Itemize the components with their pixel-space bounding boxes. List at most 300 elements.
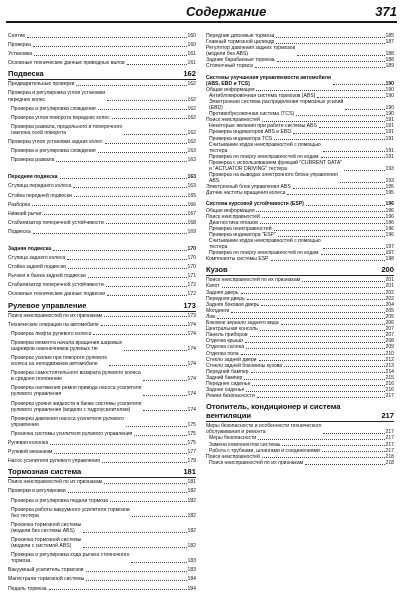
toc-entry-title: Капот — [206, 283, 220, 290]
dot-leader — [109, 365, 186, 366]
dot-leader — [255, 67, 384, 68]
toc-page-number: 175 — [187, 440, 196, 447]
dot-leader — [27, 37, 186, 38]
toc-entry-title: Проверка люфта рулевого колеса — [11, 330, 92, 337]
toc-page-number: 160 — [187, 33, 196, 39]
dot-leader — [345, 109, 384, 110]
toc-page-number: 174 — [187, 330, 196, 337]
toc-entry[interactable] — [8, 479, 196, 485]
toc-entry-title: Компоненты системы ESP — [206, 256, 269, 263]
toc-entry-title: Задняя дверь — [206, 289, 239, 296]
toc-entry-title: Некоторые явления при работе системы ABS — [209, 123, 317, 130]
toc-page-number: 190 — [385, 86, 394, 93]
toc-entry[interactable] — [8, 33, 196, 39]
toc-page-number: 162 — [187, 139, 196, 146]
dot-leader — [245, 342, 385, 343]
toc-entry[interactable] — [206, 393, 394, 399]
toc-entry[interactable] — [8, 193, 196, 199]
toc-entry[interactable] — [8, 552, 196, 564]
toc-page-number: 182 — [187, 527, 196, 534]
toc-page-number: 193 — [385, 165, 394, 172]
toc-page-number: 174 — [187, 376, 196, 383]
toc-entry-title: Стабилизатор поперечной устойчивости — [8, 282, 104, 289]
dot-leader — [104, 483, 186, 484]
toc-page-number: 191 — [385, 129, 394, 136]
toc-entry[interactable] — [206, 172, 394, 184]
toc-page-number: 218 — [385, 453, 394, 460]
dot-leader — [287, 194, 384, 195]
toc-page-number: 185 — [385, 33, 394, 39]
toc-page-number: 162 — [187, 105, 196, 112]
toc-entry-title: Боковое зеркало заднего вида — [206, 320, 279, 327]
toc-page-number: 163 — [187, 183, 196, 190]
toc-entry[interactable] — [8, 488, 196, 494]
dot-leader — [261, 305, 384, 306]
dot-leader — [262, 217, 385, 218]
section-title: Подвеска — [8, 69, 44, 79]
dot-leader — [293, 133, 384, 134]
section-heading[interactable] — [206, 265, 394, 276]
toc-spacer — [8, 238, 196, 243]
dot-leader — [246, 391, 384, 392]
dot-leader — [302, 281, 384, 282]
toc-entry-title: Переднее сиденье — [206, 380, 251, 387]
toc-entry-title: Считывание кодов неисправностей с помощью тестера — [209, 238, 321, 251]
toc-entry[interactable] — [8, 385, 196, 397]
toc-page-number: 196 — [385, 201, 394, 208]
toc-page-number: 210 — [385, 350, 394, 357]
toc-entry-title: Проверка давления насоса усилителя рулевого управления — [11, 415, 124, 428]
toc-page-number: 190 — [385, 105, 394, 112]
toc-entry[interactable] — [8, 60, 196, 66]
toc-entry[interactable] — [8, 220, 196, 226]
dot-leader — [88, 277, 187, 278]
toc-page-number: 182 — [187, 543, 196, 550]
dot-leader — [217, 318, 384, 319]
dot-leader — [68, 492, 187, 493]
toc-page-number: 168 — [187, 219, 196, 226]
dot-leader — [34, 55, 186, 56]
dot-leader — [241, 354, 385, 355]
toc-entry[interactable] — [8, 416, 196, 428]
dot-leader — [244, 379, 384, 380]
toc-entry-title: Заднее сиденье — [206, 387, 245, 394]
toc-page-number: 181 — [187, 479, 196, 486]
toc-page-number: 182 — [187, 512, 196, 519]
toc-entry-title: Отделка пола — [206, 350, 239, 357]
toc-entry[interactable] — [8, 401, 196, 413]
toc-entry-title: Нижний рычаг — [8, 210, 42, 217]
toc-entry[interactable] — [8, 355, 196, 367]
toc-entry-title: Ступица заднего колеса — [8, 255, 66, 262]
toc-entry[interactable] — [8, 567, 196, 573]
dot-leader — [317, 97, 384, 98]
toc-page-number: 205 — [385, 313, 394, 320]
toc-entry[interactable] — [8, 229, 196, 235]
toc-entry-title: Педаль тормоза — [8, 585, 47, 592]
toc-entry-title: Проверка индикатора "ESP" — [209, 231, 276, 238]
toc-entry[interactable] — [8, 106, 196, 112]
dot-leader — [53, 250, 186, 251]
toc-entry-title: Технические операции на автомобиле — [8, 321, 99, 328]
toc-entry[interactable] — [8, 202, 196, 208]
toc-entry-title: Меры безопасности — [209, 435, 257, 442]
toc-page-number: 184 — [187, 585, 196, 592]
toc-entry-title: Общая информация — [206, 86, 255, 93]
toc-entry-title: Передний бампер — [206, 368, 249, 375]
toc-entry[interactable] — [8, 440, 196, 446]
toc-page-number: 216 — [385, 387, 394, 394]
toc-entry[interactable] — [206, 99, 394, 111]
dot-leader — [73, 187, 186, 188]
toc-entry-title: Проверка по поиску неисправностей по кодам — [209, 153, 319, 160]
toc-entry-title: Рулевой механизм — [8, 449, 53, 456]
dot-leader — [319, 127, 385, 128]
toc-page-number: 172 — [187, 282, 196, 289]
toc-entry[interactable] — [206, 160, 394, 172]
toc-page-number: 193 — [385, 178, 394, 185]
dot-leader — [262, 457, 385, 458]
toc-entry[interactable] — [8, 322, 196, 328]
toc-page-number: 162 — [187, 129, 196, 136]
toc-entry-title: Задняя боковая дверь — [206, 301, 260, 308]
toc-entry-title: Поиск неисправностей по их признакам — [8, 479, 103, 486]
toc-page-number: 212 — [385, 356, 394, 363]
dot-leader — [102, 462, 187, 463]
dot-leader — [281, 324, 385, 325]
toc-entry-title: Электронный блок управления ABS — [206, 184, 291, 191]
toc-right-column — [206, 33, 394, 466]
toc-page-number: 197 — [385, 250, 394, 257]
toc-page-number: 179 — [187, 458, 196, 465]
toc-page-number: 217 — [385, 435, 394, 442]
dot-leader — [306, 205, 385, 206]
dot-leader — [124, 350, 186, 351]
toc-entry[interactable] — [8, 264, 196, 270]
dot-leader — [83, 547, 186, 548]
toc-entry[interactable] — [8, 42, 196, 48]
toc-entry[interactable] — [8, 148, 196, 154]
page-title: Содержание — [186, 4, 267, 19]
dot-leader — [44, 214, 187, 215]
toc-entry[interactable] — [8, 331, 196, 337]
toc-entry[interactable] — [8, 431, 196, 437]
toc-entry[interactable] — [8, 115, 196, 121]
toc-page-number: 174 — [187, 406, 196, 413]
toc-entry-title: Поиск неисправностей по их признакам — [209, 459, 304, 466]
toc-page-number: 196 — [385, 207, 394, 214]
toc-entry[interactable] — [8, 449, 196, 455]
toc-entry-title: Проверки и регулировки — [8, 488, 66, 495]
toc-entry-title: Противобуксовочная система (TCS) — [209, 111, 295, 118]
toc-entry[interactable] — [8, 313, 196, 319]
toc-entry-title: Проверка уровня жидкости в бачке системы усилителя рулевого управления (модели с гидроусилителем) — [11, 400, 142, 413]
toc-entry[interactable] — [8, 157, 196, 163]
toc-entry[interactable] — [8, 507, 196, 519]
toc-entry-title: Поиск неисправностей по их признакам — [206, 277, 301, 284]
toc-page-number: 163 — [187, 148, 196, 155]
toc-spacer — [8, 166, 196, 171]
toc-entry-title: Основные технические данные подвески — [8, 291, 106, 298]
toc-entry[interactable] — [206, 238, 394, 250]
dot-leader — [284, 366, 384, 367]
toc-entry[interactable] — [8, 586, 196, 592]
toc-entry-title: Проверка индикатора TCS — [209, 135, 273, 142]
toc-entry-title: Стекло задней двери — [206, 356, 257, 363]
toc-subheading[interactable] — [206, 75, 394, 87]
dot-leader — [110, 501, 186, 502]
dot-leader — [50, 444, 186, 445]
toc-entry-title: Прокачка тормозной системы (модели без системы ABS) — [11, 521, 82, 534]
page-number: 371 — [375, 4, 397, 19]
toc-page-number: 215 — [385, 374, 394, 381]
toc-entry[interactable] — [8, 291, 196, 297]
dot-leader — [101, 325, 187, 326]
dot-leader — [231, 312, 384, 313]
dot-leader — [251, 372, 385, 373]
toc-entry-title: Проверка развала, продольного и поперечного наклона осей поворота — [11, 123, 123, 136]
toc-entry[interactable] — [8, 522, 196, 534]
toc-page-number: 167 — [187, 210, 196, 217]
toc-entry[interactable] — [8, 51, 196, 57]
toc-entry-title: Система курсовой устойчивости (ESP) — [206, 201, 304, 208]
toc-subheading[interactable] — [8, 174, 196, 180]
section-page-number: 181 — [183, 467, 196, 477]
toc-page-number: 162 — [187, 81, 196, 88]
dot-leader — [131, 562, 186, 563]
dot-leader — [323, 248, 385, 249]
toc-entry-title: Поиск неисправностей — [206, 213, 260, 220]
toc-entry-title: Центральная консоль — [206, 326, 258, 333]
dot-leader — [305, 464, 384, 465]
toc-page-number: 190 — [385, 80, 394, 87]
toc-entry[interactable] — [8, 255, 196, 261]
dot-leader — [274, 230, 385, 231]
toc-left-column — [8, 33, 196, 595]
dot-leader — [124, 134, 186, 135]
toc-entry[interactable] — [8, 273, 196, 279]
dot-leader — [68, 268, 187, 269]
toc-entry-title: Проверка и регулировка схождения — [11, 105, 96, 112]
toc-page-number: 184 — [187, 576, 196, 583]
toc-entry-title: Разборка — [8, 201, 31, 208]
dot-leader — [60, 178, 187, 179]
toc-page-number: 183 — [187, 558, 196, 565]
toc-page-number: 198 — [385, 256, 394, 263]
toc-entry-title: Стойка задней подвески — [8, 264, 66, 271]
toc-page-number: 190 — [385, 92, 394, 99]
section-title: Тормозная система — [8, 467, 82, 477]
toc-page-number: 173 — [187, 312, 196, 319]
toc-page-number: 182 — [187, 488, 196, 495]
toc-entry-title: Меры безопасности и особенности технического обслуживания и ремонта — [206, 423, 322, 436]
dot-leader — [256, 211, 384, 212]
toc-page-number: 190 — [385, 111, 394, 118]
section-page-number: 173 — [183, 300, 196, 310]
toc-entry[interactable] — [8, 370, 196, 382]
header-rule — [6, 21, 397, 23]
section-heading[interactable] — [206, 402, 394, 422]
toc-entry-title: Основные технические данные приводных валов — [8, 60, 125, 67]
toc-entry-title: Ступица переднего колеса — [8, 183, 72, 190]
toc-page-number: 174 — [187, 391, 196, 398]
toc-entry-title: Поиск неисправностей по их признакам — [8, 312, 103, 319]
toc-page-number: 213 — [385, 362, 394, 369]
toc-entry-title: Проверка — [8, 42, 31, 49]
section-heading[interactable] — [8, 467, 196, 478]
toc-entry-title: Рулевая колонка — [8, 440, 49, 447]
dot-leader — [250, 336, 385, 337]
dot-leader — [340, 182, 385, 183]
toc-page-number: 163 — [187, 157, 196, 164]
dot-leader — [323, 433, 384, 434]
dot-leader — [276, 37, 384, 38]
dot-leader — [276, 43, 384, 44]
toc-entry-title: Считывание кодов неисправностей с помощью тестера — [209, 141, 321, 154]
toc-entry-title: Проверка и регулировка углов установки передних колес — [8, 90, 106, 103]
toc-page-number: 217 — [385, 393, 394, 400]
dot-leader — [104, 316, 186, 317]
toc-page-number: 196 — [385, 225, 394, 232]
toc-page-number: 218 — [385, 459, 394, 466]
toc-page-number: 166 — [187, 201, 196, 208]
dot-leader — [32, 205, 186, 206]
toc-page-number: 195 — [385, 190, 394, 197]
toc-entry-title: Проверка углов поворота передних колес — [11, 114, 110, 121]
toc-page-number: 174 — [187, 345, 196, 352]
toc-entry-title: Проверка натяжения ремня привода насоса усилителя рулевого управления — [11, 385, 142, 398]
dot-leader — [93, 334, 186, 335]
toc-entry-title: Проверка работы вакуумного усилителя тормозов без тестера — [11, 506, 130, 519]
dot-leader — [293, 188, 385, 189]
dot-leader — [260, 223, 385, 224]
toc-entry-title: Проверка индикаторов ABS и EBD — [209, 129, 292, 136]
toc-entry-title: Задняя подвеска — [8, 245, 52, 252]
toc-entry[interactable] — [206, 256, 394, 262]
section-page-number: 162 — [183, 69, 196, 79]
dot-leader — [112, 118, 187, 119]
dot-leader — [54, 453, 186, 454]
toc-page-number: 171 — [187, 273, 196, 280]
toc-page-number: 195 — [385, 184, 394, 191]
dot-leader — [74, 196, 187, 197]
dot-leader — [297, 55, 384, 56]
dot-leader — [323, 151, 385, 152]
dot-leader — [143, 410, 186, 411]
dot-leader — [278, 236, 385, 237]
toc-entry-title: Проверка момента начала вращения шаровых шарниров наконечников рулевых тяг — [11, 339, 123, 352]
toc-entry[interactable] — [8, 537, 196, 549]
toc-entry[interactable] — [8, 458, 196, 464]
toc-entry-title: Проверка и регулировка схождения — [11, 148, 96, 155]
toc-entry-title: Регулятор давления задних тормозов (модели без ABS) — [206, 45, 296, 58]
toc-page-number: 204 — [385, 301, 394, 308]
toc-page-number: 175 — [187, 421, 196, 428]
dot-leader — [105, 143, 187, 144]
toc-entry[interactable] — [8, 90, 196, 102]
section-heading[interactable] — [8, 69, 196, 80]
toc-page-number: 202 — [385, 295, 394, 302]
dot-leader — [56, 161, 186, 162]
dot-leader — [132, 516, 187, 517]
dot-leader — [143, 395, 186, 396]
toc-page-number: 209 — [385, 344, 394, 351]
dot-leader — [86, 571, 187, 572]
toc-page-number: 188 — [385, 51, 394, 58]
dot-leader — [344, 170, 384, 171]
toc-entry[interactable] — [8, 340, 196, 352]
toc-entry-title: Проверка и регулировка педали тормоза — [11, 497, 109, 504]
toc-entry[interactable] — [206, 460, 394, 466]
dot-leader — [321, 254, 385, 255]
dot-leader — [67, 259, 186, 260]
dot-leader — [222, 287, 385, 288]
toc-subheading[interactable] — [8, 246, 196, 252]
toc-entry-title: Проверка усилия при повороте рулевого колеса на неподвижном автомобиле — [11, 355, 108, 368]
toc-entry-title: Стекло задней боковины кузова — [206, 362, 283, 369]
dot-leader — [296, 115, 384, 116]
toc-page-number: 207 — [385, 326, 394, 333]
section-title: Кузов — [206, 265, 228, 275]
toc-entry[interactable] — [8, 498, 196, 504]
toc-entry-title: Замена компонентов системы — [209, 441, 281, 448]
toc-page-number: 169 — [187, 228, 196, 235]
toc-entry-title: Рычаги и балка задней подвески — [8, 273, 86, 280]
toc-entry[interactable] — [206, 142, 394, 154]
toc-entry[interactable] — [8, 124, 196, 136]
toc-page-number: 217 — [385, 447, 394, 454]
toc-page-number: 175 — [187, 430, 196, 437]
toc-entry-title: Панель приборов — [206, 332, 248, 339]
toc-page-number: 161 — [187, 51, 196, 58]
dot-leader — [98, 109, 187, 110]
toc-page-number: 177 — [187, 449, 196, 456]
toc-entry[interactable] — [8, 183, 196, 189]
section-title: Отопитель, кондиционер и система вентиляции — [206, 402, 341, 421]
toc-entry[interactable] — [8, 211, 196, 217]
dot-leader — [274, 139, 384, 140]
toc-entry[interactable] — [8, 576, 196, 582]
dot-leader — [252, 385, 384, 386]
dot-leader — [241, 293, 385, 294]
toc-page-number: 187 — [385, 39, 394, 46]
toc-entry[interactable] — [8, 81, 196, 87]
toc-page-number: 201 — [385, 277, 394, 284]
toc-entry[interactable] — [206, 45, 394, 57]
dot-leader — [333, 84, 384, 85]
toc-page-number: 174 — [187, 321, 196, 328]
toc-page-number: 163 — [187, 174, 196, 181]
toc-entry-title: Насос усилителя рулевого управления — [8, 458, 100, 465]
section-heading[interactable] — [8, 301, 196, 312]
dot-leader — [247, 299, 385, 300]
dot-leader — [86, 580, 186, 581]
toc-entry-title: Передние дисковые тормоза — [206, 33, 275, 39]
toc-entry-title: Магистрали тормозной системы — [8, 576, 85, 583]
toc-page-number: 217 — [385, 429, 394, 436]
toc-entry[interactable] — [8, 282, 196, 288]
toc-page-number: 174 — [187, 361, 196, 368]
toc-page-number: 191 — [385, 147, 394, 154]
toc-entry-title: Отделка салона — [206, 344, 245, 351]
toc-entry-title: Отделка крыши — [206, 338, 243, 345]
toc-entry[interactable] — [8, 139, 196, 145]
toc-page-number: 196 — [385, 219, 394, 226]
toc-page-number: 161 — [187, 60, 196, 67]
toc-page-number: 208 — [385, 338, 394, 345]
toc-entry-title: Антиблокировочная система тормозов (ABS) — [209, 92, 316, 99]
toc-entry[interactable] — [206, 423, 394, 435]
